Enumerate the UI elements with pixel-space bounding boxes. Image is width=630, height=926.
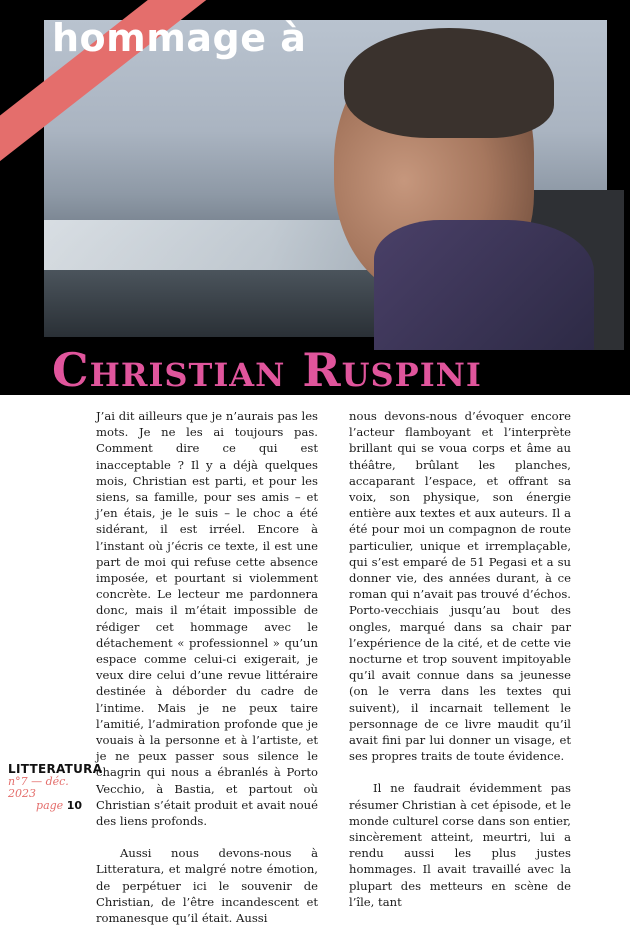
article-title: Christian Ruspini [52,343,482,397]
magazine-brand: LITTERATURA [8,762,103,776]
page-number: 10 [66,799,82,812]
paragraph: Il ne faudrait évidemment pas résumer Christian à cet épisode, et le monde culturel corse dans son entier, sincèrement atteint, meurtri, lui a rendu aussi les plus justes hommages. Il avait travaillé avec la plupart des metteurs en scène de l’île, tant [349,781,571,909]
page-label: page [36,799,64,812]
paragraph: J’ai dit ailleurs que je n’aurais pas les mots. Je ne les ai toujours pas. Comment dire ce qui est inacceptable ? Il y a déjà quelques mois, Christian est parti, et pour les siens, sa famille, pour ses amis – et j’en étais, je le suis – le choc a été sidérant, il est irréel. Encore à l’instant où j’écris ce texte, il est une part de moi qui refuse cette absence imposée, et pourtant si violemment concrète. Le lecteur me pardonnera donc, mais il m’était impossible de rédiger cet hommage avec le détachement « professionnel » qu’un espace comme celui-ci exigerait, je veux dire celui d’une revue littéraire destinée à déborder du cadre de l’intime. Mais je ne peux taire l’amitié, l’admiration profonde que je vouais à la personne et à l’artiste, et je ne peux passer sous silence le chagrin qui nous a ébranlés à Porto Vecchio, à Bastia, et partout où Christian s’était produit et avait noué des liens profonds. [96,409,318,829]
paragraph: Aussi nous devons-nous à Litteratura, et malgré notre émotion, de perpétuer ici le souvenir de Christian, de l’être incandescent et romanesque qu’il était. Aussi [96,846,318,926]
article-column-1 [96,408,318,926]
issue-info: n°7 — déc. 2023 [8,775,69,800]
photo-hair [344,28,554,138]
photo-scarf [374,220,594,350]
page-indicator [8,800,88,812]
page-footer [8,762,103,812]
paragraph: nous devons-nous d’évoquer encore l’acteur flamboyant et l’interprète brillant qui se voua corps et âme au théâtre, brûlant les planches, accaparant l’espace, et offrant sa voix, son physique, son énergie entière aux textes et aux auteurs. Il a été pour moi un compagnon de route particulier, unique et irremplaçable, qui s’est emparé de 51 Pegasi et a su donner vie, des années durant, à ce roman qui n’avait pas trouvé d’échos. Porto-vecchiais jusqu’au bout des ongles, marqué dans sa chair par l’expérience de la cité, et de cette vie nocturne et trop souvent impitoyable qu’il avait connue dans sa jeunesse (on le verra dans les textes qui suivent), il incarnait tellement le personnage de ce livre maudit qu’il avait fini par lui donner un visage, et ses propres traits de toute évidence. [349,409,571,764]
article-column-2 [349,408,571,910]
portrait-photo [44,20,607,337]
section-kicker: hommage à [52,16,307,60]
